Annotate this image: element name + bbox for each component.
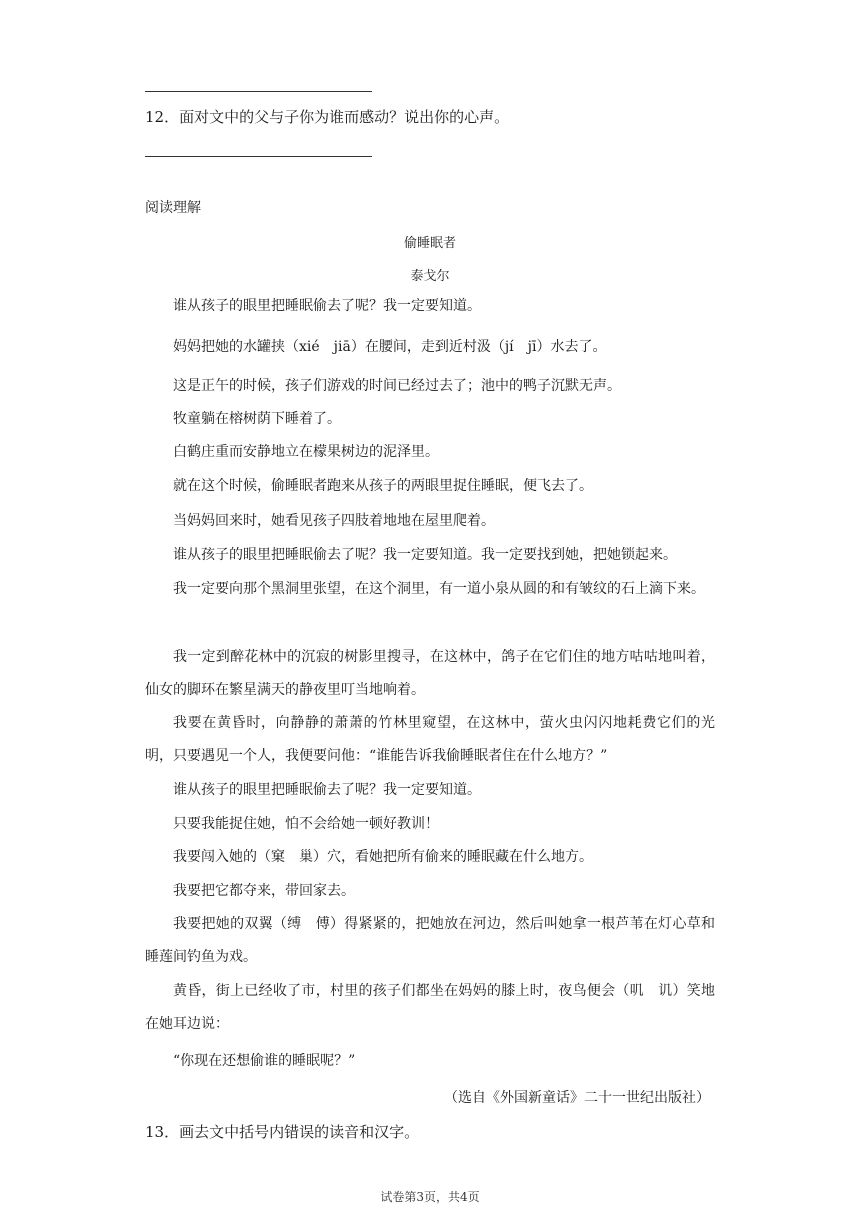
paragraph-11: 我要在黄昏时，向静静的萧萧的竹林里窥望，在这林中，萤火虫闪闪地耗费它们的光明，只要遇见一个人，我便要问他：“谁能告诉我偷睡眠者住在什么地方？” [145,715,715,764]
page-footer: 试卷第3页，共4页 [380,1190,480,1204]
paragraph-10: 我一定到醉花林中的沉寂的树影里搜寻，在这林中，鸽子在它们住的地方咕咕地叫着，仙女的脚环在繁星满天的静夜里叮当地响着。 [145,649,715,698]
paragraph-2: 妈妈把她的水罐挟（xié jiā）在腰间，走到近村汲（jí jī）水去了。 [173,339,607,355]
paragraph-17: 黄昏，街上已经收了市，村里的孩子们都坐在妈妈的膝上时，夜鸟便会（叽 讥）笑地在她耳边说： [145,983,715,1032]
article-title: 偷睡眠者 [403,236,456,251]
paragraph-13: 只要我能捉住她，怕不会给她一顿好教训！ [173,816,439,832]
paragraph-9: 我一定要向那个黑洞里张望，在这个洞里，有一道小泉从圆的和有皱纹的石上滴下来。 [173,581,705,597]
answer-line-11 [145,91,372,92]
paragraph-4: 牧童躺在榕树荫下睡着了。 [173,411,341,427]
paragraph-12: 谁从孩子的眼里把睡眠偷去了呢？我一定要知道。 [173,782,481,798]
paragraph-8: 谁从孩子的眼里把睡眠偷去了呢？我一定要知道。我一定要找到她，把她锁起来。 [173,547,677,563]
paragraph-3: 这是正午的时候，孩子们游戏的时间已经过去了；池中的鸭子沉默无声。 [173,378,621,394]
paragraph-14: 我要闯入她的（窠 巢）穴，看她把所有偷来的睡眠藏在什么地方。 [173,849,593,865]
paragraph-6: 就在这个时候，偷睡眠者跑来从孩子的两眼里捉住睡眠，便飞去了。 [173,478,593,494]
paragraph-15: 我要把它都夺来，带回家去。 [173,883,355,899]
paragraph-18: “你现在还想偷谁的睡眠呢？” [173,1053,356,1069]
article-source: （选自《外国新童话》二十一世纪出版社） [444,1090,710,1106]
question-12: 12．面对文中的父与子你为谁而感动？说出你的心声。 [145,108,510,126]
article-author: 泰戈尔 [410,269,450,284]
paragraph-1: 谁从孩子的眼里把睡眠偷去了呢？我一定要知道。 [173,298,481,314]
section-title: 阅读理解 [145,200,201,216]
paragraph-5: 白鹤庄重而安静地立在檬果树边的泥泽里。 [173,444,439,460]
question-13: 13．画去文中括号内错误的读音和汉字。 [145,1123,420,1141]
paragraph-7: 当妈妈回来时，她看见孩子四肢着地地在屋里爬着。 [173,513,495,529]
paragraph-16: 我要把她的双翼（缚 傅）得紧紧的，把她放在河边，然后叫她拿一根芦苇在灯心草和睡莲间钓鱼为戏。 [145,916,715,965]
answer-line-12 [145,156,372,157]
